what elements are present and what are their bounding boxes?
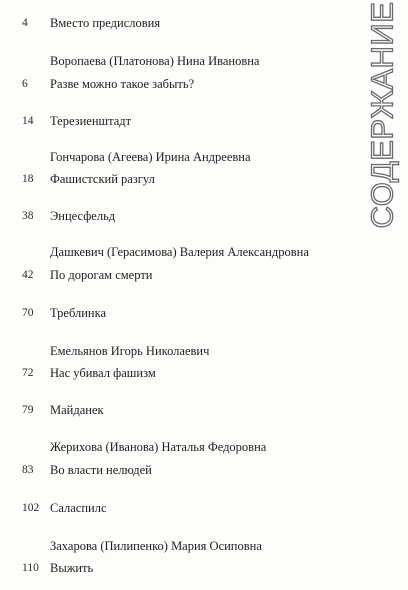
toc-entry-title-line: [0, 559, 350, 577]
toc-entry-author: Захарова (Пилипенко) Мария Осиповна: [50, 539, 262, 553]
toc-entry-author: Дашкевич (Герасимова) Валерия Александровна: [50, 245, 309, 259]
toc-entry-title: Во власти нелюдей: [50, 463, 152, 477]
toc-entry-title-line: [0, 170, 350, 188]
toc-entry-title-line: [0, 364, 350, 382]
toc-author-line: [0, 342, 350, 360]
toc-entry-title-line: [0, 499, 350, 517]
toc-entry-title: По дорогам смерти: [50, 268, 153, 282]
toc-page-number: 38: [22, 210, 34, 222]
toc-entry-author: Емельянов Игорь Николаевич: [50, 344, 210, 358]
section-title: СОДЕРЖАНИЕ: [364, 1, 400, 229]
toc-entry-title-line: [0, 112, 350, 130]
toc-entry-title-line: [0, 304, 350, 322]
toc-author-line: [0, 52, 350, 70]
toc-page-number: 102: [22, 502, 40, 514]
toc-author-line: [0, 537, 350, 555]
toc-entry-title: Майданек: [50, 403, 104, 417]
toc-page-number: 79: [22, 404, 34, 416]
toc-entry-author: Жерихова (Иванова) Наталья Федоровна: [50, 440, 267, 454]
toc-entry-title: Нас убивал фашизм: [50, 366, 156, 380]
toc-entry-title: Терезиенштадт: [50, 114, 132, 128]
toc-page-number: 110: [22, 562, 39, 574]
toc-entry-author: Воропаева (Платонова) Нина Ивановна: [50, 54, 260, 68]
toc-entry-title: Треблинка: [50, 306, 107, 320]
toc-entry-author: Гончарова (Агеева) Ирина Андреевна: [50, 150, 251, 164]
section-title-vertical: [362, 1, 402, 229]
toc-entry-title-line: [0, 401, 350, 419]
toc-page-number: 4: [22, 17, 28, 29]
toc-entry-title-line: [0, 75, 350, 93]
toc-entry-title: Выжить: [50, 561, 94, 575]
toc-entry-title-line: [0, 266, 350, 284]
toc-entry-title: Разве можно такое забыть?: [50, 77, 195, 91]
toc-entry-title: Энцесфельд: [50, 209, 116, 223]
toc-entry-title-line: [0, 14, 350, 32]
toc-page-number: 18: [22, 173, 34, 185]
toc-author-line: [0, 243, 350, 261]
toc-entry-title-line: [0, 461, 350, 479]
toc-page-number: 6: [22, 78, 28, 90]
toc-entry-title: Саласпилс: [50, 501, 107, 515]
toc-entry-title-line: [0, 207, 350, 225]
toc-page-number: 83: [22, 464, 34, 476]
toc-author-line: [0, 438, 350, 456]
toc-page-number: 42: [22, 269, 34, 281]
toc-entry-title: Фашистский разгул: [50, 172, 155, 186]
toc-page-number: 14: [22, 115, 34, 127]
toc-author-line: [0, 148, 350, 166]
toc-entry-title: Вместо предисловия: [50, 16, 161, 30]
toc-page-number: 70: [22, 307, 34, 319]
toc-page-number: 72: [22, 367, 34, 379]
